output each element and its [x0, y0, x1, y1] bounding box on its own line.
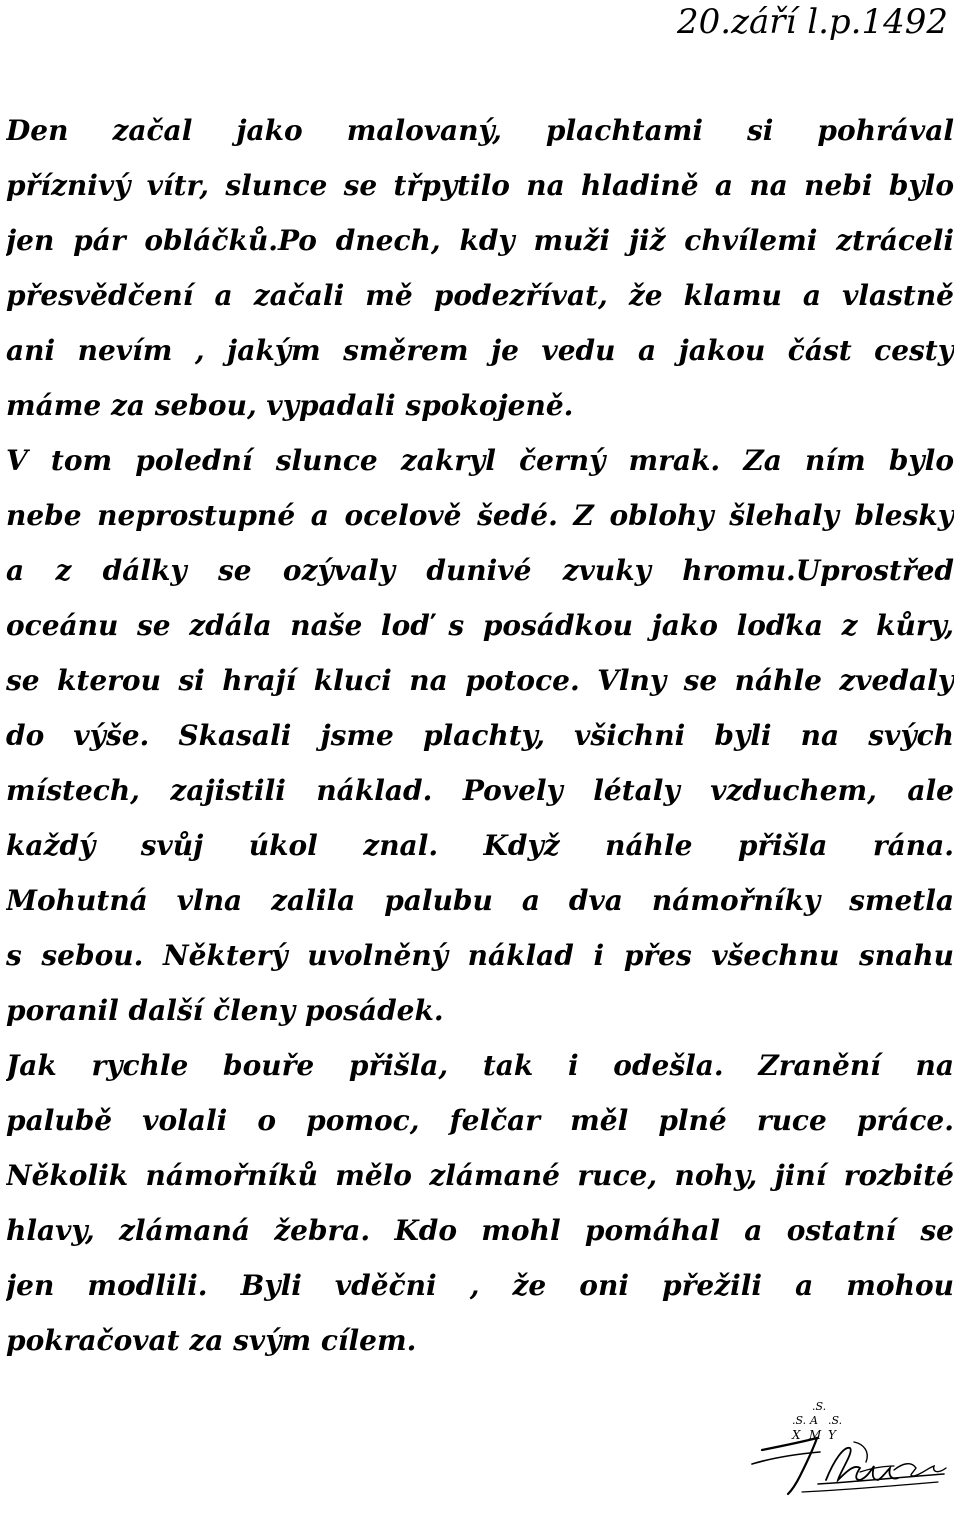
date-heading: 20.září l.p.1492 — [677, 2, 948, 42]
svg-text:A: A — [810, 1414, 818, 1427]
text-line: Několik námořníků mělo zlámané ruce, nohy, jiní rozbité — [6, 1159, 954, 1192]
journal-text — [6, 103, 954, 1368]
columbus-signature — [742, 1402, 952, 1502]
text-line: poranil další členy posádek. — [6, 994, 444, 1027]
text-line: a z dálky se ozývaly dunivé zvuky hromu.Uprostřed — [6, 554, 954, 587]
text-line: máme za sebou, vypadali spokojeně. — [6, 389, 574, 422]
svg-text:.S.: .S. — [792, 1414, 807, 1427]
text-line: palubě volali o pomoc, felčar měl plné ruce práce. — [6, 1104, 954, 1137]
text-line: příznivý vítr, slunce se třpytilo na hladině a na nebi bylo — [6, 169, 954, 202]
text-line: hlavy, zlámaná žebra. Kdo mohl pomáhal a ostatní se — [6, 1214, 954, 1247]
text-line: se kterou si hrají kluci na potoce. Vlny se náhle zvedaly — [6, 664, 954, 697]
svg-text:M: M — [809, 1428, 822, 1442]
text-line: jen modlili. Byli vděčni , že oni přežili a mohou — [6, 1269, 954, 1302]
text-line: přesvědčení a začali mě podezřívat, že klamu a vlastně — [6, 279, 954, 312]
svg-text:.S.: .S. — [812, 1402, 827, 1413]
text-line: místech, zajistili náklad. Povely létaly vzduchem, ale — [6, 774, 954, 807]
text-line: každý svůj úkol znal. Když náhle přišla rána. — [6, 829, 954, 862]
text-line: s sebou. Některý uvolněný náklad i přes všechnu snahu — [6, 939, 954, 972]
text-line: jen pár obláčků.Po dnech, kdy muži již chvílemi ztráceli — [6, 224, 954, 257]
svg-text:Y: Y — [828, 1428, 836, 1442]
text-line: ani nevím , jakým směrem je vedu a jakou část cesty — [6, 334, 954, 367]
text-line: V tom polední slunce zakryl černý mrak. Za ním bylo — [6, 444, 954, 477]
text-line: Den začal jako malovaný, plachtami si pohrával — [6, 114, 954, 147]
svg-text:X: X — [792, 1428, 801, 1442]
svg-text:.S.: .S. — [828, 1414, 843, 1427]
text-line: Mohutná vlna zalila palubu a dva námořníky smetla — [6, 884, 954, 917]
text-line: nebe neprostupné a ocelově šedé. Z oblohy šlehaly blesky — [6, 499, 954, 532]
text-line: Jak rychle bouře přišla, tak i odešla. Zranění na — [6, 1049, 954, 1082]
text-line: oceánu se zdála naše loď s posádkou jako loďka z kůry, — [6, 609, 954, 642]
text-line: do výše. Skasali jsme plachty, všichni byli na svých — [6, 719, 954, 752]
text-line: pokračovat za svým cílem. — [6, 1324, 417, 1357]
